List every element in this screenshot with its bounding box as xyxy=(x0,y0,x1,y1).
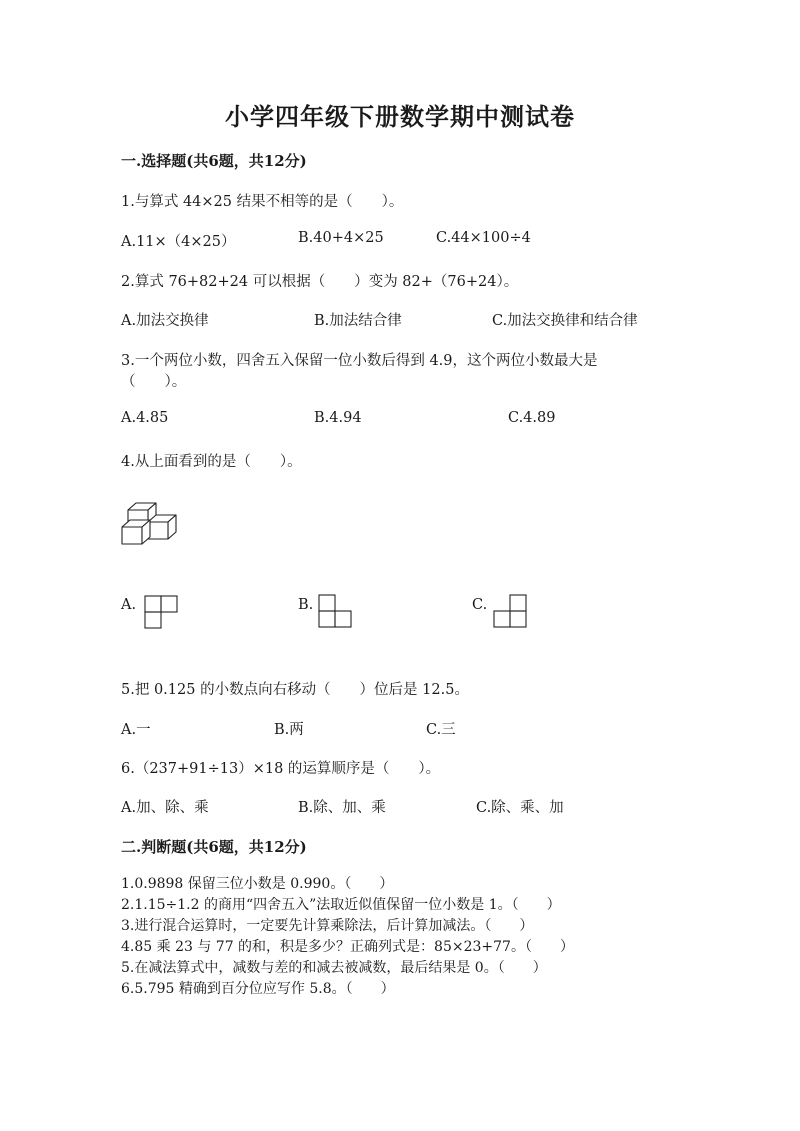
question-5-option-b[interactable]: B.两 xyxy=(274,722,304,738)
cube-stack-figure xyxy=(121,500,181,548)
question-6-stem: 6.（237+91÷13）×18 的运算顺序是（ ）。 xyxy=(121,761,441,777)
question-6-option-a[interactable]: A.加、除、乘 xyxy=(121,800,209,816)
judgement-item-1: 1.0.9898 保留三位小数是 0.990。（ ） xyxy=(121,876,394,892)
question-2-stem: 2.算式 76+82+24 可以根据（ ）变为 82+（76+24）。 xyxy=(121,274,519,290)
judgement-item-4: 4.85 乘 23 与 77 的和，积是多少？正确列式是：85×23+77。（ ） xyxy=(121,939,574,955)
view-a-figure xyxy=(144,595,178,629)
view-c-figure xyxy=(493,594,527,628)
question-2-option-b[interactable]: B.加法结合律 xyxy=(314,313,402,329)
question-5-option-c[interactable]: C.三 xyxy=(426,722,456,738)
question-3-option-c[interactable]: C.4.89 xyxy=(508,410,556,426)
page-title: 小学四年级下册数学期中测试卷 xyxy=(225,102,575,131)
question-6-option-b[interactable]: B.除、加、乘 xyxy=(298,800,386,816)
judgement-item-6: 6.5.795 精确到百分位应写作 5.8。（ ） xyxy=(121,981,395,997)
section-heading-judgement: 二.判断题(共6题，共12分) xyxy=(121,838,307,856)
question-3-stem: 3.一个两位小数，四舍五入保留一位小数后得到 4.9，这个两位小数最大是 xyxy=(121,353,598,369)
judgement-item-3: 3.进行混合运算时，一定要先计算乘除法，后计算加减法。（ ） xyxy=(121,918,534,934)
judgement-item-2: 2.1.15÷1.2 的商用“四舍五入”法取近似值保留一位小数是 1。（ ） xyxy=(121,897,561,913)
question-4-option-c[interactable]: C. xyxy=(472,597,488,613)
question-1-stem: 1.与算式 44×25 结果不相等的是（ ）。 xyxy=(121,194,404,210)
question-4-stem: 4.从上面看到的是（ ）。 xyxy=(121,454,302,470)
question-3-option-a[interactable]: A.4.85 xyxy=(121,410,169,426)
view-b-figure xyxy=(318,594,352,628)
judgement-item-5: 5.在减法算式中，减数与差的和减去被减数，最后结果是 0。（ ） xyxy=(121,960,547,976)
question-6-option-c[interactable]: C.除、乘、加 xyxy=(476,800,564,816)
question-1-option-a[interactable]: A.11×（4×25） xyxy=(121,234,236,250)
question-1-option-c[interactable]: C.44×100÷4 xyxy=(436,230,531,246)
question-2-option-c[interactable]: C.加法交换律和结合律 xyxy=(492,313,638,329)
question-4-option-a[interactable]: A. xyxy=(121,597,137,613)
question-5-stem: 5.把 0.125 的小数点向右移动（ ）位后是 12.5。 xyxy=(121,682,469,698)
question-5-option-a[interactable]: A.一 xyxy=(121,722,151,738)
question-4-option-b[interactable]: B. xyxy=(298,597,314,613)
question-2-option-a[interactable]: A.加法交换律 xyxy=(121,313,209,329)
question-1-option-b[interactable]: B.40+4×25 xyxy=(298,230,384,246)
question-3-stem-continued: （ ）。 xyxy=(121,374,187,390)
section-heading-choice: 一.选择题(共6题，共12分) xyxy=(121,152,307,170)
question-3-option-b[interactable]: B.4.94 xyxy=(314,410,362,426)
